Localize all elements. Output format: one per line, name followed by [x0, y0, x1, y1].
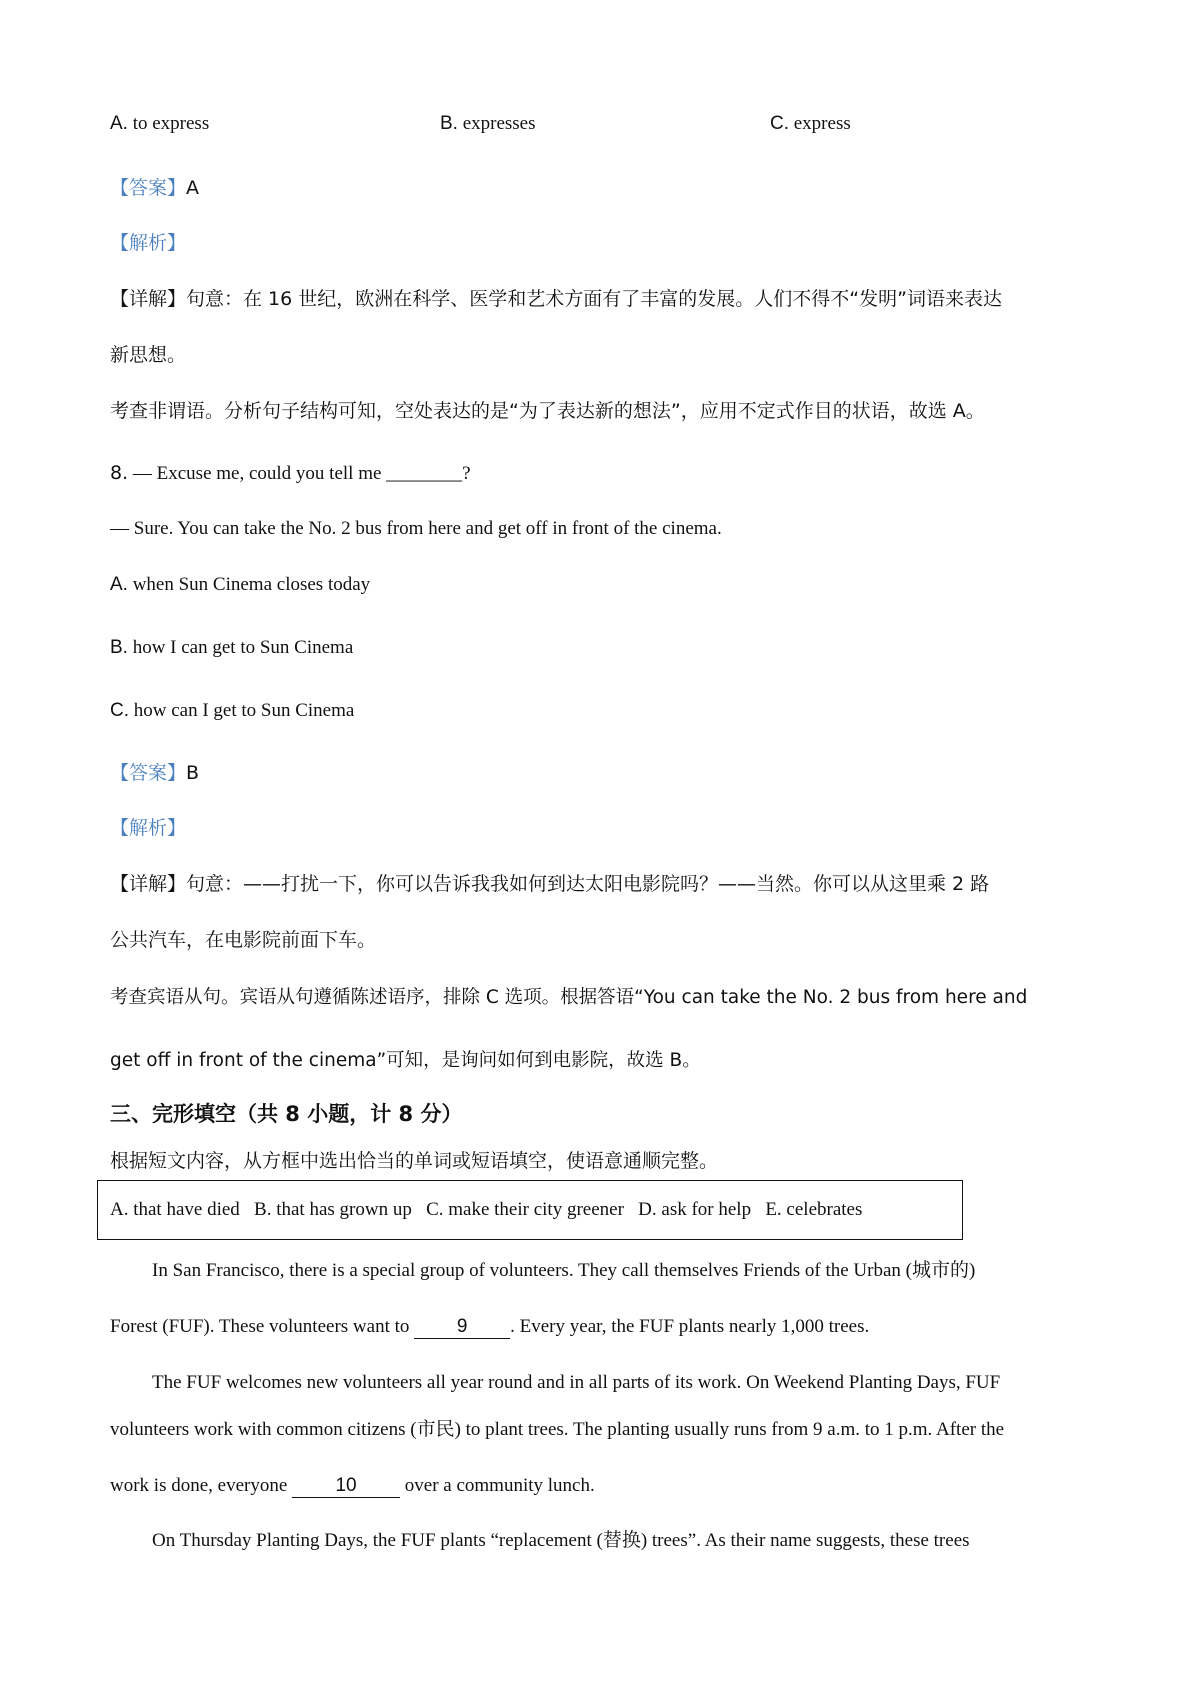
- blank-10[interactable]: 10: [292, 1475, 400, 1498]
- q7-analysis-label: 【解析】: [110, 232, 187, 254]
- word-box: [97, 1180, 963, 1240]
- passage-p3-line1: On Thursday Planting Days, the FUF plants “replacement (替换) trees”. As their name suggests, these trees: [152, 1530, 970, 1551]
- passage-p1-line2: Forest (FUF). These volunteers want to 9 . Every year, the FUF plants nearly 1,000 trees.: [110, 1316, 870, 1337]
- q8-explain-line2: get off in front of the cinema”可知，是询问如何到电影院，故选 B。: [110, 1050, 701, 1071]
- word-box-options: A. that have died B. that has grown up C. make their city greener D. ask for help E. celebrates: [110, 1199, 863, 1220]
- q7-detail-line1: 【详解】句意：在 16 世纪，欧洲在科学、医学和艺术方面有了丰富的发展。人们不得不“发明”词语来表达: [110, 288, 1002, 310]
- q8-reply: — Sure. You can take the No. 2 bus from here and get off in front of the cinema.: [110, 518, 722, 539]
- q8-detail-line2: 公共汽车，在电影院前面下车。: [110, 929, 377, 951]
- q7-option-b: B. expresses: [440, 113, 536, 134]
- q8-analysis-label: 【解析】: [110, 817, 187, 839]
- q8-answer: 【答案】B: [110, 762, 200, 784]
- passage-p2-line2: volunteers work with common citizens (市民) to plant trees. The planting usually runs from 9 a.m. to 1 p.m. After the: [110, 1419, 1005, 1440]
- q8-detail-line1: 【详解】句意：——打扰一下，你可以告诉我我如何到达太阳电影院吗？——当然。你可以从这里乘 2 路: [110, 873, 990, 895]
- blank-9[interactable]: 9: [414, 1316, 510, 1339]
- passage-p2-line3: work is done, everyone 10 over a community lunch.: [110, 1475, 595, 1496]
- q8-option-b: B. how I can get to Sun Cinema: [110, 637, 354, 658]
- q7-option-a: A. to express: [110, 113, 210, 134]
- section-instruction: 根据短文内容，从方框中选出恰当的单词或短语填空，使语意通顺完整。: [110, 1150, 719, 1172]
- q8-explain-line1: 考查宾语从句。宾语从句遵循陈述语序，排除 C 选项。根据答语“You can take the No. 2 bus from here and: [110, 987, 1028, 1008]
- section-heading: 三、完形填空（共 8 小题，计 8 分）: [110, 1102, 463, 1126]
- q7-explain: 考查非谓语。分析句子结构可知，空处表达的是“为了表达新的想法”，应用不定式作目的状语，故选 A。: [110, 400, 985, 422]
- q7-detail-line2: 新思想。: [110, 344, 187, 366]
- q8-stem: 8. — Excuse me, could you tell me ________?: [110, 462, 471, 484]
- passage-p2-line1: The FUF welcomes new volunteers all year round and in all parts of its work. On Weekend Planting Days, FUF: [152, 1372, 1001, 1393]
- q8-option-a: A. when Sun Cinema closes today: [110, 574, 371, 595]
- q7-answer: 【答案】A: [110, 177, 200, 199]
- q7-option-c: C. express: [770, 113, 851, 134]
- q8-option-c: C. how can I get to Sun Cinema: [110, 700, 355, 721]
- passage-p1-line1: In San Francisco, there is a special group of volunteers. They call themselves Friends of the Urban (城市的): [152, 1260, 976, 1281]
